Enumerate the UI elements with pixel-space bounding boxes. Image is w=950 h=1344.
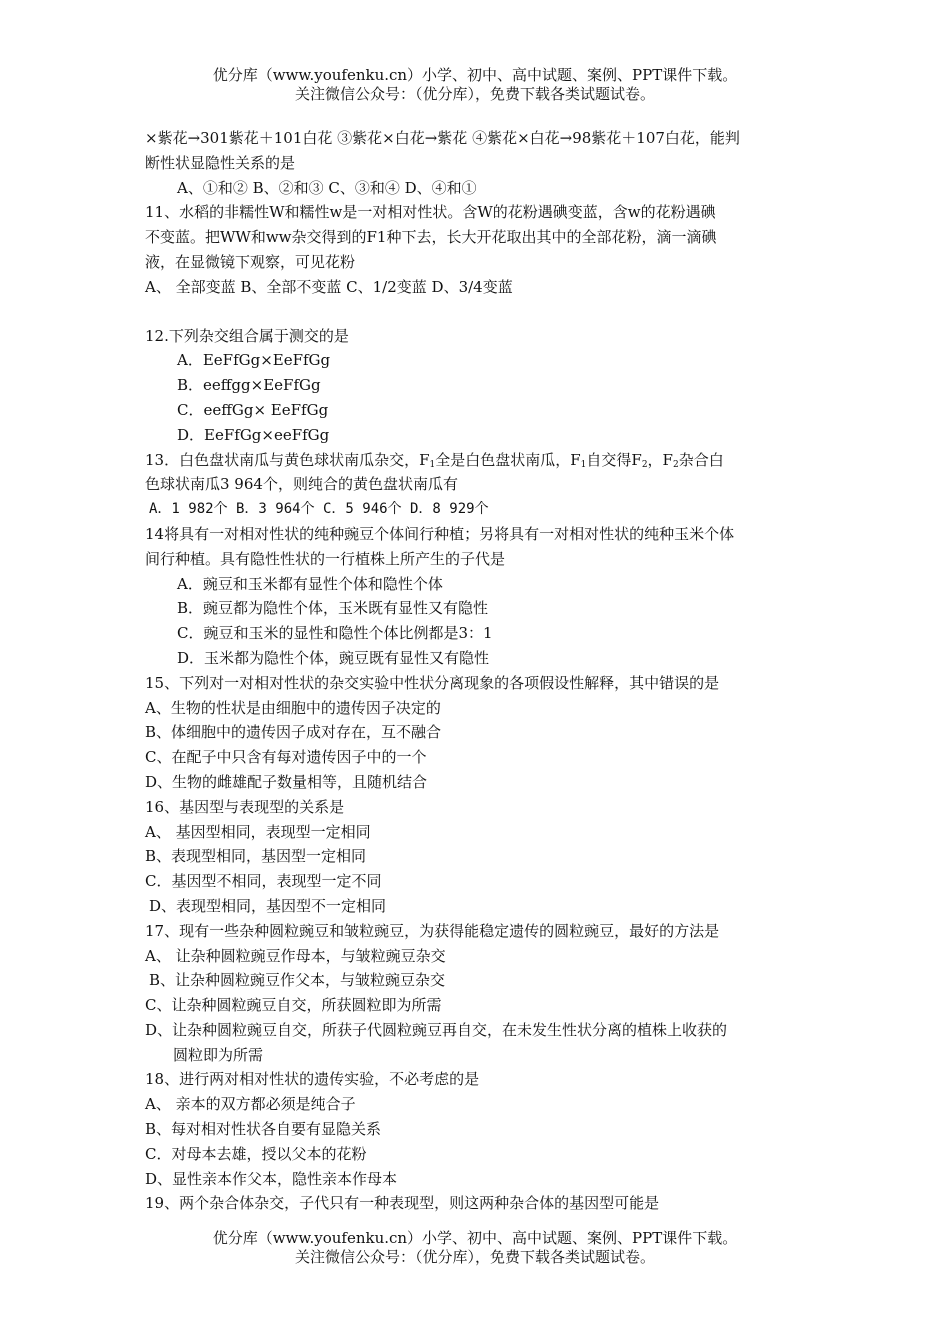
q13-text-b: 全是白色盘状南瓜，F [435, 450, 581, 469]
q13-options: A．1 982个 B．3 964个 C．5 946个 D．8 929个 [149, 501, 489, 518]
q18-stem: 18、进行两对相对性状的遗传实验，不必考虑的是 [145, 1070, 480, 1089]
q13-text-d: ，F [647, 450, 673, 469]
q15-option-c: C、在配子中只含有每对遗传因子中的一个 [145, 748, 427, 767]
q15-option-b: B、体细胞中的遗传因子成对存在，互不融合 [145, 723, 442, 742]
q16-option-c: C．基因型不相同，表现型一定不同 [145, 872, 382, 891]
q16-option-b: B、表现型相同，基因型一定相同 [145, 847, 367, 866]
footer-line-2: 关注微信公众号：（优分库），免费下载各类试题试卷。 [294, 1248, 655, 1266]
q10-line-1: ×紫花→301紫花＋101白花 ③紫花×白花→紫花 ④紫花×白花→98紫花＋107白花，能判 [145, 129, 740, 147]
q12-option-b: B．eeffgg×EeFfGg [177, 376, 321, 395]
q18-option-a: A、 亲本的双方都必须是纯合子 [145, 1095, 356, 1114]
q12-option-d: D．EeFfGg×eeFfGg [177, 425, 330, 444]
q15-stem: 15、下列对一对相对性状的杂交实验中性状分离现象的各项假设性解释，其中错误的是 [145, 673, 720, 692]
q13-text-c: 自交得F [586, 450, 642, 469]
q13-sub-3: 2 [641, 459, 648, 470]
q13-text-e: 杂合白 [678, 450, 724, 469]
q16-option-a: A、 基因型相同，表现型一定相同 [145, 822, 371, 841]
q13-line-1 [145, 448, 807, 473]
q14-option-c: C．豌豆和玉米的显性和隐性个体比例都是3：1 [177, 624, 493, 643]
question-body [145, 126, 807, 1216]
blank-gap [145, 300, 807, 324]
q14-option-b: B．豌豆都为隐性个体，玉米既有显性又有隐性 [177, 599, 489, 618]
q17-option-b: B、让杂种圆粒豌豆作父本，与皱粒豌豆杂交 [149, 971, 446, 990]
q16-stem: 16、基因型与表现型的关系是 [145, 797, 345, 816]
q10-line-2: 断性状显隐性关系的是 [145, 153, 296, 172]
q15-option-a: A、生物的性状是由细胞中的遗传因子决定的 [145, 698, 441, 717]
page-footer [0, 1229, 950, 1267]
q12-option-c: C．eeffGg× EeFfGg [177, 400, 329, 419]
q11-line-3: 液，在显微镜下观察，可见花粉 [145, 252, 356, 271]
q17-option-c: C、让杂种圆粒豌豆自交，所获圆粒即为所需 [145, 996, 442, 1015]
page-header [0, 66, 950, 104]
q14-option-d: D．玉米都为隐性个体，豌豆既有显性又有隐性 [177, 648, 490, 667]
q14-line-2: 间行种植。具有隐性性状的一行植株上所产生的子代是 [145, 549, 506, 568]
q11-line-1: 11、水稻的非糯性W和糯性w是一对相对性状。含W的花粉遇碘变蓝，含w的花粉遇碘 [145, 203, 716, 222]
q13-sub-4: 2 [672, 459, 679, 470]
q10-options: A、①和② B、②和③ C、③和④ D、④和① [177, 178, 477, 197]
q13-sub-2: 1 [580, 459, 587, 470]
q13-sub-1: 1 [429, 459, 436, 470]
q17-option-d-line-2: 圆粒即为所需 [173, 1045, 264, 1064]
q18-option-c: C．对母本去雄，授以父本的花粉 [145, 1144, 367, 1163]
q18-option-b: B、每对相对性状各自要有显隐关系 [145, 1120, 382, 1139]
q12-option-a: A．EeFfGg×EeFfGg [177, 351, 331, 370]
q14-line-1: 14将具有一对相对性状的纯种豌豆个体间行种植；另将具有一对相对性状的纯种玉米个体 [145, 524, 735, 543]
q15-option-d: D、生物的雌雄配子数量相等，且随机结合 [145, 772, 428, 791]
q12-stem: 12.下列杂交组合属于测交的是 [145, 326, 349, 345]
q11-options: A、 全部变蓝 B、全部不变蓝 C、1/2变蓝 D、3/4变蓝 [145, 277, 513, 296]
q14-option-a: A．豌豆和玉米都有显性个体和隐性个体 [177, 574, 443, 593]
q16-option-d: D、表现型相同，基因型不一定相同 [149, 896, 387, 915]
q17-stem: 17、现有一些杂种圆粒豌豆和皱粒豌豆，为获得能稳定遗传的圆粒豌豆，最好的方法是 [145, 921, 720, 940]
q18-option-d: D、显性亲本作父本，隐性亲本作母本 [145, 1169, 398, 1188]
q13-text-a: 13．白色盘状南瓜与黄色球状南瓜杂交，F [145, 450, 430, 469]
q19-stem: 19、两个杂合体杂交，子代只有一种表现型，则这两种杂合体的基因型可能是 [145, 1194, 660, 1213]
header-line-1: 优分库（www.youfenku.cn）小学、初中、高中试题、案例、PPT课件下载。 [212, 66, 738, 84]
q13-line-2: 色球状南瓜3 964个，则纯合的黄色盘状南瓜有 [145, 475, 458, 494]
q17-option-d-line-1: D、让杂种圆粒豌豆自交，所获子代圆粒豌豆再自交，在未发生性状分离的植株上收获的 [145, 1020, 728, 1039]
footer-line-1: 优分库（www.youfenku.cn）小学、初中、高中试题、案例、PPT课件下载。 [212, 1229, 738, 1247]
header-line-2: 关注微信公众号：（优分库），免费下载各类试题试卷。 [294, 85, 655, 103]
q11-line-2: 不变蓝。把WW和ww杂交得到的F1种下去，长大开花取出其中的全部花粉，滴一滴碘 [145, 228, 717, 247]
q17-option-a: A、 让杂种圆粒豌豆作母本，与皱粒豌豆杂交 [145, 946, 446, 965]
